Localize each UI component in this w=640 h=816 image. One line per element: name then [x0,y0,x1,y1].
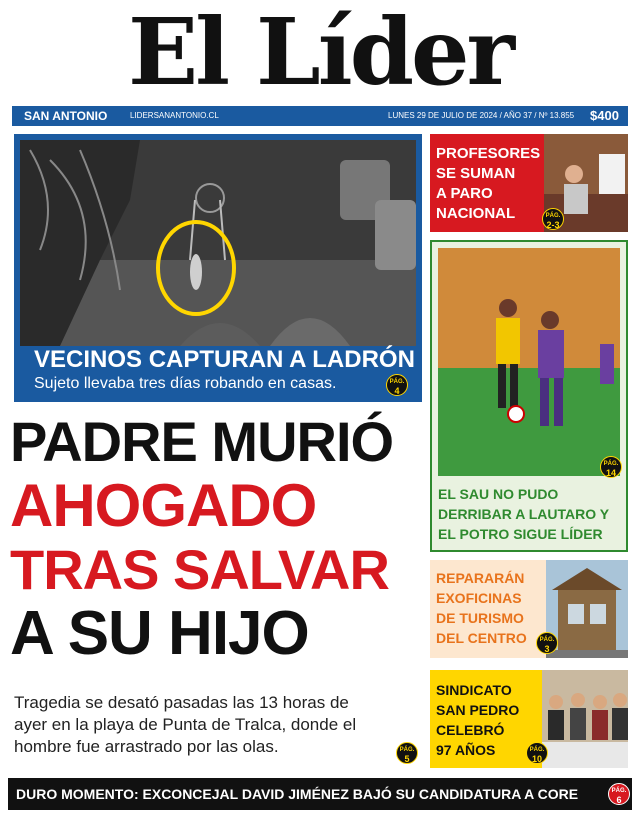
professors-line-4: NACIONAL [436,205,516,222]
tourism-line-4: DEL CENTRO [436,630,527,646]
main-headline-line-2: AHOGADO [10,472,317,539]
main-summary-line-3: hombre fue arrastrado por las olas. [14,737,279,756]
lead-story[interactable] [14,134,422,402]
professors-line-3: A PARO [436,185,493,202]
masthead [0,0,640,104]
football-page-badge: PÁG. 14 [600,456,622,478]
main-page-badge: PÁG. 5 [396,742,418,764]
main-summary-line-1: Tragedia se desató pasadas las 13 horas de [14,693,349,712]
info-bar [12,106,628,126]
main-headline-line-3: TRAS SALVAR [10,538,389,601]
professors-line-1: PROFESORES [436,145,541,162]
city-label: SAN ANTONIO [24,109,108,123]
football-match-photo [438,248,620,476]
main-summary [14,692,414,758]
football-line-2: DERRIBAR A LAUTARO Y [438,506,610,522]
tourism-line-3: DE TURISMO [436,610,524,626]
union-celebration-photo [542,670,628,768]
sidebar-football-story[interactable] [430,240,628,552]
union-line-4: 97 AÑOS [436,742,496,758]
union-line-2: SAN PEDRO [436,702,520,718]
professors-line-2: SE SUMAN [436,165,516,182]
lead-subhead: Sujeto llevaba tres días robando en casas. [34,375,337,392]
security-camera-photo [20,140,416,346]
footer-page-badge: PÁG. 6 [608,783,630,805]
tourism-line-1: REPARARÁN [436,570,525,586]
football-line-1: EL SAU NO PUDO [438,486,559,502]
main-headline-line-1: PADRE MURIÓ [10,410,394,473]
tourism-page-badge: PÁG. 3 [536,632,558,654]
sidebar-union-story[interactable] [430,670,628,768]
professors-page-badge: PÁG. 2-3 [542,208,564,230]
union-line-1: SINDICATO [436,682,512,698]
main-headline[interactable] [10,410,424,666]
lead-page-badge: PÁG. 4 [386,374,408,396]
lead-headline: VECINOS CAPTURAN A LADRÓN [34,346,415,373]
dateline: LUNES 29 DE JULIO DE 2024 / AÑO 37 / Nº 13.855 [388,111,575,120]
main-headline-line-4: A SU HIJO [10,599,309,668]
newspaper-title: El Líder [127,0,513,106]
footer-headline: DURO MOMENTO: EXCONCEJAL DAVID JIMÉNEZ BAJÓ SU CANDIDATURA A CORE [16,786,579,802]
union-line-3: CELEBRÓ [436,722,505,738]
website-label: LIDERSANANTONIO.CL [130,111,219,120]
main-summary-line-2: ayer en la playa de Punta de Tralca, donde el [14,715,357,734]
football-line-3: EL POTRO SIGUE LÍDER [438,526,603,542]
footer-story-bar[interactable] [8,778,632,810]
tourism-line-2: EXOFICINAS [436,590,522,606]
sidebar-professors-story[interactable] [430,134,628,232]
tourism-kiosk-photo [546,560,628,658]
union-page-badge: PÁG. 10 [526,742,548,764]
price-label: $400 [590,108,619,123]
sidebar-tourism-story[interactable] [430,560,628,658]
